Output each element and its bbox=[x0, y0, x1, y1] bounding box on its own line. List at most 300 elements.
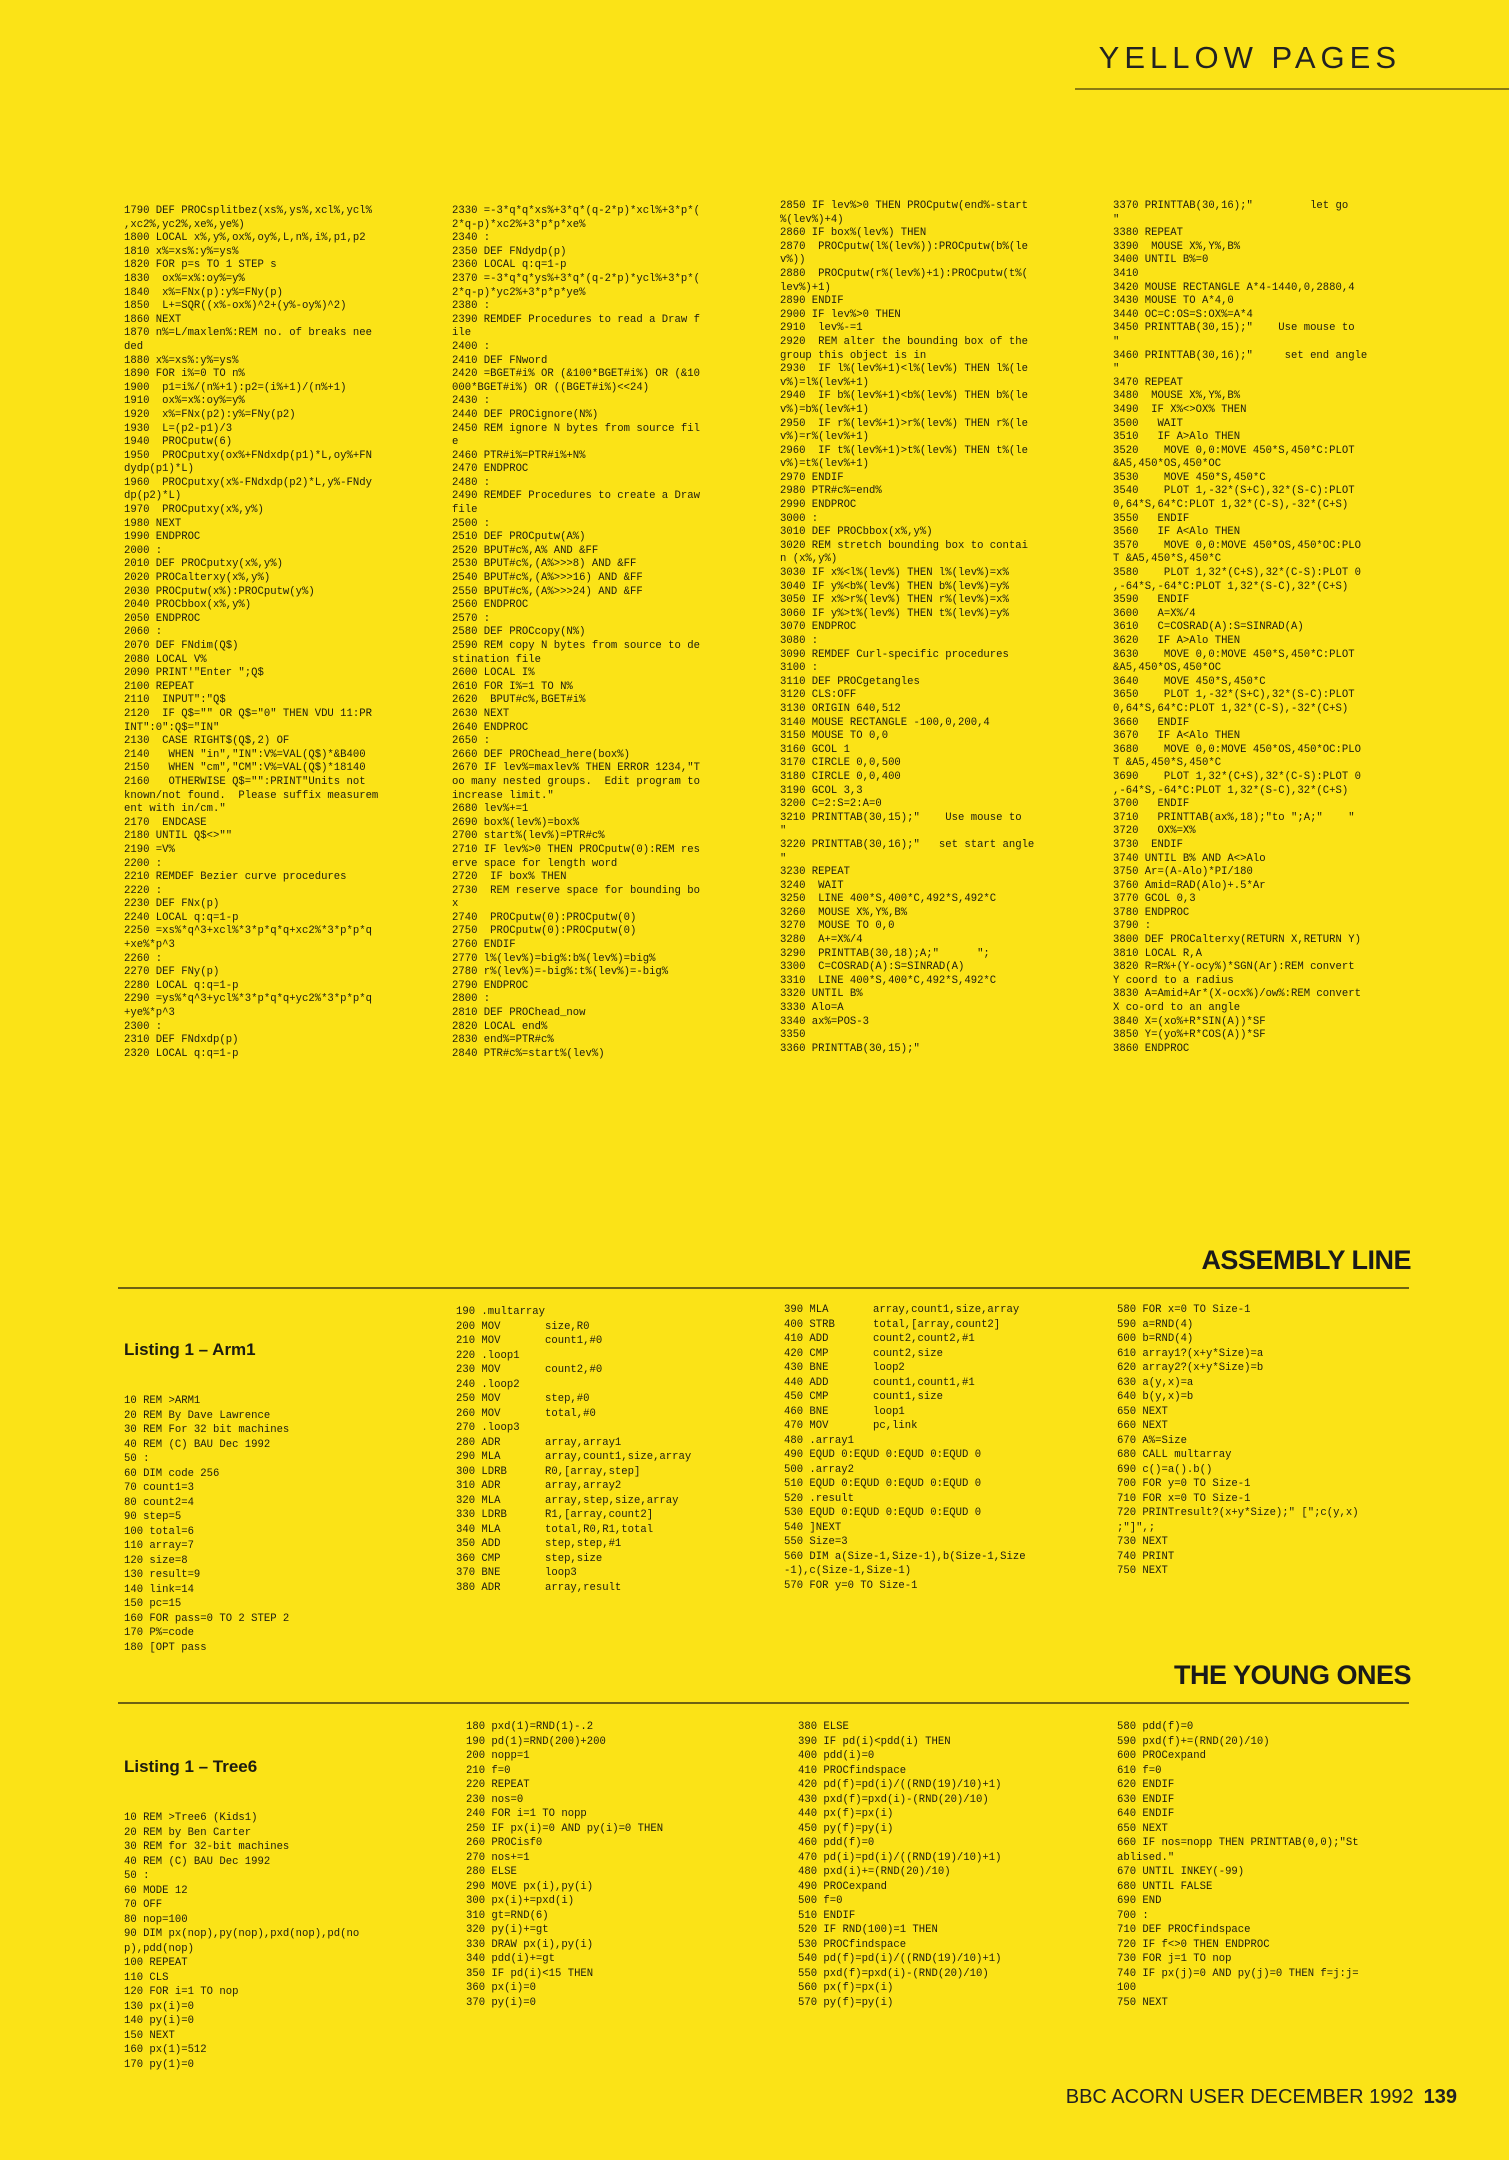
code-line: 2200 : bbox=[124, 857, 163, 870]
code-line: 3450 PRINTTAB(30,15);" Use mouse to bbox=[1113, 322, 1355, 335]
code-line: 3660 ENDIF bbox=[1113, 716, 1190, 729]
code-line: 320 py(i)+=gt bbox=[466, 1924, 549, 1936]
page-number: 139 bbox=[1423, 2086, 1457, 2108]
code-line: e bbox=[452, 436, 459, 449]
code-line: 3250 LINE 400*S,400*C,492*S,492*C bbox=[780, 893, 997, 906]
code-line: 3090 REMDEF Curl-specific procedures bbox=[780, 648, 1009, 661]
page-section-title: YELLOW PAGES bbox=[1098, 40, 1401, 75]
code-line: 2530 BPUT#c%,(A%>>>8) AND &FF bbox=[452, 558, 637, 571]
code-line: " bbox=[780, 825, 787, 838]
code-line: 1880 x%=xs%:y%=ys% bbox=[124, 354, 239, 367]
code-line: 3530 MOVE 450*S,450*C bbox=[1113, 471, 1266, 484]
code-line: ;"]",; bbox=[1117, 1521, 1156, 1534]
code-line: 2980 PTR#c%=end% bbox=[780, 485, 882, 498]
code-line: 3500 WAIT bbox=[1113, 417, 1183, 430]
code-line: 580 pdd(f)=0 bbox=[1117, 1721, 1194, 1733]
code-line: 2380 : bbox=[452, 300, 491, 313]
code-line: 3150 MOUSE TO 0,0 bbox=[780, 730, 889, 743]
code-line: 3040 IF y%<b%(lev%) THEN b%(lev%)=y% bbox=[780, 580, 1009, 593]
code-line: 3340 ax%=POS-3 bbox=[780, 1015, 870, 1028]
code-line: 2710 IF lev%>0 THEN PROCputw(0):REM res bbox=[452, 843, 700, 856]
code-line: 1920 x%=FNx(p2):y%=FNy(p2) bbox=[124, 408, 296, 421]
code-line: 3370 PRINTTAB(30,16);" let go bbox=[1113, 200, 1349, 212]
code-line: 3510 IF A>Alo THEN bbox=[1113, 431, 1241, 444]
code-line: 170 py(1)=0 bbox=[124, 2058, 194, 2071]
code-line: 430 pxd(f)=pxd(i)-(RND(20)/10) bbox=[798, 1793, 989, 1806]
code-line: 2830 end%=PTR#c% bbox=[452, 1034, 554, 1047]
code-line: 3430 MOUSE TO A*4,0 bbox=[1113, 295, 1234, 308]
code-line: 3220 PRINTTAB(30,16);" set start angle bbox=[780, 838, 1035, 851]
code-line: 1820 FOR p=s TO 1 STEP s bbox=[124, 259, 277, 272]
code-line: 180 pxd(1)=RND(1)-.2 bbox=[466, 1721, 594, 1733]
code-line: increase limit." bbox=[452, 789, 554, 802]
code-line: dp(p2)*L) bbox=[124, 490, 182, 503]
code-line: INT":0":Q$="IN" bbox=[124, 721, 220, 734]
code-line: 2360 LOCAL q:q=1-p bbox=[452, 259, 567, 272]
code-line: 70 OFF bbox=[124, 1899, 163, 1911]
code-line: 3400 UNTIL B%=0 bbox=[1113, 254, 1209, 267]
code-line: 2720 IF box% THEN bbox=[452, 871, 567, 884]
code-line: %(lev%)+4) bbox=[780, 213, 844, 226]
code-line: 420 pd(f)=pd(i)/((RND(19)/10)+1) bbox=[798, 1779, 1002, 1791]
code-line: 740 PRINT bbox=[1117, 1550, 1175, 1563]
code-line: 3520 MOVE 0,0:MOVE 450*S,450*C:PLOT bbox=[1113, 444, 1355, 457]
code-line: 3800 DEF PROCalterxy(RETURN X,RETURN Y) bbox=[1113, 934, 1361, 947]
code-line: 3010 DEF PROCbbox(x%,y%) bbox=[780, 526, 933, 539]
code-line: 3420 MOUSE RECTANGLE A*4-1440,0,2880,4 bbox=[1113, 281, 1355, 294]
code-line: 1950 PROCputxy(ox%+FNdxdp(p1)*L,oy%+FN bbox=[124, 449, 372, 462]
code-line: known/not found. Please suffix measurem bbox=[124, 789, 379, 802]
code-column bbox=[1113, 200, 1367, 1056]
code-line: 680 CALL multarray bbox=[1117, 1449, 1232, 1461]
code-line: 2700 start%(lev%)=PTR#c% bbox=[452, 830, 605, 843]
code-line: 270 .loop3 bbox=[456, 1422, 520, 1434]
code-line: 3550 ENDIF bbox=[1113, 512, 1190, 525]
code-line: 380 ELSE bbox=[798, 1721, 849, 1733]
code-line: 160 px(1)=512 bbox=[124, 2044, 207, 2056]
code-line: 70 count1=3 bbox=[124, 1482, 194, 1494]
code-line: 260 PROCisf0 bbox=[466, 1837, 543, 1849]
code-line: 1910 ox%=x%:oy%=y% bbox=[124, 395, 245, 408]
code-line: 2910 lev%-=1 bbox=[780, 322, 863, 335]
code-line: 3300 C=COSRAD(A):S=SINRAD(A) bbox=[780, 961, 965, 974]
code-line: 630 ENDIF bbox=[1117, 1793, 1175, 1806]
code-line: 80 count2=4 bbox=[124, 1496, 194, 1509]
code-line: 2510 DEF PROCputw(A%) bbox=[452, 531, 586, 544]
code-line: 3210 PRINTTAB(30,15);" Use mouse to bbox=[780, 811, 1022, 824]
code-line: 3820 R=R%+(Y-ocy%)*SGN(Ar):REM convert bbox=[1113, 961, 1355, 974]
section-heading-young-ones: THE YOUNG ONES bbox=[1173, 1660, 1411, 1690]
code-line: 540 ]NEXT bbox=[784, 1521, 842, 1534]
code-column bbox=[1117, 1303, 1359, 1579]
code-line: 190 pd(1)=RND(200)+200 bbox=[466, 1735, 606, 1748]
code-line: 2500 : bbox=[452, 517, 491, 530]
code-line: 2990 ENDPROC bbox=[780, 499, 857, 512]
code-line: 3020 REM stretch bounding box to contai bbox=[780, 539, 1028, 552]
code-line: 3750 Ar=(A-Alo)*PI/180 bbox=[1113, 866, 1253, 879]
code-line: 150 NEXT bbox=[124, 2029, 175, 2042]
code-line: 3200 C=2:S=2:A=0 bbox=[780, 798, 882, 811]
code-line: 720 PRINTresult?(x+y*Size);" [";c(y,x) bbox=[1117, 1507, 1359, 1519]
code-line: 3580 PLOT 1,32*(C+S),32*(C-S):PLOT 0 bbox=[1113, 567, 1361, 580]
code-line: 3280 A+=X%/4 bbox=[780, 934, 863, 947]
code-line: 2760 ENDIF bbox=[452, 939, 516, 952]
code-line: 190 .multarray bbox=[456, 1306, 546, 1318]
code-line: 2620 BPUT#c%,BGET#i% bbox=[452, 694, 586, 707]
code-line: 2940 IF b%(lev%+1)<b%(lev%) THEN b%(le bbox=[780, 390, 1028, 403]
code-line: 220 REPEAT bbox=[466, 1779, 530, 1791]
code-line: 3270 MOUSE TO 0,0 bbox=[780, 920, 895, 933]
code-line: 0,64*S,64*C:PLOT 1,32*(C-S),-32*(C+S) bbox=[1113, 499, 1349, 512]
code-line: dydp(p1)*L) bbox=[124, 463, 194, 476]
code-line: 1840 x%=FNx(p):y%=FNy(p) bbox=[124, 286, 283, 299]
code-line: 130 result=9 bbox=[124, 1569, 201, 1581]
code-line: 3470 REPEAT bbox=[1113, 376, 1183, 389]
code-line: ,-64*S,-64*C:PLOT 1,32*(S-C),32*(C+S) bbox=[1113, 784, 1349, 797]
code-line: 2820 LOCAL end% bbox=[452, 1020, 548, 1033]
listing-title: Listing 1 – Tree6 bbox=[124, 1757, 258, 1776]
code-line: 750 NEXT bbox=[1117, 1996, 1168, 2009]
code-line: 230 nos=0 bbox=[466, 1793, 524, 1806]
listing-column bbox=[124, 1727, 359, 2087]
code-line: 3380 REPEAT bbox=[1113, 227, 1183, 240]
code-line: Y coord to a radius bbox=[1113, 974, 1234, 987]
code-line: 3680 MOVE 0,0:MOVE 450*OS,450*OC:PLO bbox=[1113, 743, 1361, 756]
code-line: 230 MOV count2,#0 bbox=[456, 1364, 603, 1376]
code-line: 2000 : bbox=[124, 544, 163, 557]
code-line: 1930 L=(p2-p1)/3 bbox=[124, 422, 233, 435]
code-line: 3650 PLOT 1,-32*(S+C),32*(S-C):PLOT bbox=[1113, 689, 1355, 702]
code-line: 2750 PROCputw(0):PROCputw(0) bbox=[452, 925, 637, 938]
code-line: " bbox=[1113, 363, 1120, 376]
code-line: n (x%,y%) bbox=[780, 553, 838, 566]
code-line: 660 NEXT bbox=[1117, 1420, 1168, 1432]
code-line: 2880 PROCputw(r%(lev%)+1):PROCputw(t%( bbox=[780, 267, 1028, 280]
code-line: 700 : bbox=[1117, 1909, 1149, 1922]
code-line: 390 MLA array,count1,size,array bbox=[784, 1304, 1020, 1316]
code-line: 2120 IF Q$="" OR Q$="0" THEN VDU 11:PR bbox=[124, 707, 372, 720]
code-line: 290 MOVE px(i),py(i) bbox=[466, 1880, 594, 1893]
code-line: 350 IF pd(i)<15 THEN bbox=[466, 1967, 594, 1980]
code-line: 3180 CIRCLE 0,0,400 bbox=[780, 770, 901, 783]
code-line: 690 c()=a().b() bbox=[1117, 1463, 1213, 1476]
code-line: 370 BNE loop3 bbox=[456, 1567, 577, 1579]
code-line: 370 py(i)=0 bbox=[466, 1996, 536, 2009]
code-line: 580 FOR x=0 TO Size-1 bbox=[1117, 1304, 1251, 1316]
page-footer bbox=[1066, 2086, 1457, 2109]
code-line: 1900 p1=i%/(n%+1):p2=(i%+1)/(n%+1) bbox=[124, 381, 347, 394]
code-line: 250 IF px(i)=0 AND py(i)=0 THEN bbox=[466, 1822, 664, 1835]
code-line: 3860 ENDPROC bbox=[1113, 1042, 1190, 1055]
code-line: 160 FOR pass=0 TO 2 STEP 2 bbox=[124, 1612, 290, 1625]
code-line: 2270 DEF FNy(p) bbox=[124, 966, 220, 979]
code-line: 3640 MOVE 450*S,450*C bbox=[1113, 675, 1266, 688]
code-line: 2*q-p)*yc2%+3*p*p*ye% bbox=[452, 286, 586, 299]
code-line: 140 link=14 bbox=[124, 1583, 194, 1596]
code-line: 380 ADR array,result bbox=[456, 1581, 622, 1594]
code-line: 510 ENDIF bbox=[798, 1909, 856, 1922]
code-line: 3630 MOVE 0,0:MOVE 450*S,450*C:PLOT bbox=[1113, 648, 1355, 661]
code-line: " bbox=[1113, 213, 1120, 226]
code-line: x bbox=[452, 898, 459, 911]
code-line: 3590 ENDIF bbox=[1113, 594, 1190, 607]
section-rule bbox=[118, 1702, 1409, 1704]
code-line: 750 NEXT bbox=[1117, 1565, 1168, 1577]
code-line: 430 BNE loop2 bbox=[784, 1362, 905, 1374]
code-line: 2250 =xs%*q^3+xcl%*3*p*q*q+xc2%*3*p*p*q bbox=[124, 925, 372, 938]
code-line: 2890 ENDIF bbox=[780, 295, 844, 308]
code-line: file bbox=[452, 504, 478, 517]
code-line: ,-64*S,-64*C:PLOT 1,32*(S-C),32*(C+S) bbox=[1113, 580, 1349, 593]
code-line: 3240 WAIT bbox=[780, 879, 844, 892]
code-line: 50 : bbox=[124, 1453, 150, 1465]
code-column bbox=[124, 205, 378, 1061]
code-line: 670 A%=Size bbox=[1117, 1434, 1187, 1447]
code-line: 1860 NEXT bbox=[124, 313, 182, 326]
code-line: 3690 PLOT 1,32*(C+S),32*(C-S):PLOT 0 bbox=[1113, 770, 1361, 783]
code-line: 2540 BPUT#c%,(A%>>>16) AND &FF bbox=[452, 572, 643, 585]
code-line: 2630 NEXT bbox=[452, 707, 510, 720]
code-line: 1890 FOR i%=0 TO n% bbox=[124, 368, 245, 381]
code-line: &A5,450*OS,450*OC bbox=[1113, 662, 1222, 675]
code-line: 450 CMP count1,size bbox=[784, 1391, 943, 1403]
code-line: 20 REM by Ben Carter bbox=[124, 1826, 252, 1839]
code-line: 2840 PTR#c%=start%(lev%) bbox=[452, 1047, 605, 1060]
code-line: 2220 : bbox=[124, 884, 163, 897]
code-line: 3460 PRINTTAB(30,16);" set end angle bbox=[1113, 349, 1368, 362]
code-line: 470 MOV pc,link bbox=[784, 1420, 918, 1432]
code-line: 10 REM >Tree6 (Kids1) bbox=[124, 1812, 258, 1824]
code-line: 400 STRB total,[array,count2] bbox=[784, 1318, 1001, 1331]
code-line: 3770 GCOL 0,3 bbox=[1113, 893, 1196, 906]
code-line: T &A5,450*S,450*C bbox=[1113, 757, 1222, 770]
code-line: 3170 CIRCLE 0,0,500 bbox=[780, 757, 901, 770]
code-line: 180 [OPT pass bbox=[124, 1641, 207, 1654]
code-line: 40 REM (C) BAU Dec 1992 bbox=[124, 1438, 271, 1451]
code-line: 2590 REM copy N bytes from source to de bbox=[452, 640, 700, 652]
code-line: ile bbox=[452, 327, 472, 340]
code-line: 2030 PROCputw(x%):PROCputw(y%) bbox=[124, 585, 315, 598]
code-line: 310 gt=RND(6) bbox=[466, 1909, 549, 1922]
code-line: 610 f=0 bbox=[1117, 1764, 1162, 1777]
code-line: 3080 : bbox=[780, 635, 819, 647]
code-line: 650 NEXT bbox=[1117, 1405, 1168, 1418]
code-line: 3840 X=(xo%+R*SIN(A))*SF bbox=[1113, 1015, 1266, 1028]
code-line: 3110 DEF PROCgetangles bbox=[780, 675, 920, 688]
code-line: 90 DIM px(nop),py(nop),pxd(nop),pd(no bbox=[124, 1928, 360, 1940]
code-line: 2240 LOCAL q:q=1-p bbox=[124, 911, 239, 924]
code-line: 120 size=8 bbox=[124, 1554, 188, 1567]
code-line: 2610 FOR I%=1 TO N% bbox=[452, 680, 573, 693]
code-line: 3230 REPEAT bbox=[780, 866, 850, 879]
code-line: 2660 DEF PROChead_here(box%) bbox=[452, 748, 631, 761]
code-line: 2640 ENDPROC bbox=[452, 721, 529, 734]
code-line: 420 CMP count2,size bbox=[784, 1347, 943, 1360]
code-line: 2390 REMDEF Procedures to read a Draw f bbox=[452, 313, 700, 326]
code-line: 200 nopp=1 bbox=[466, 1750, 530, 1762]
code-line: 2420 =BGET#i% OR (&100*BGET#i%) OR (&10 bbox=[452, 368, 700, 381]
code-line: p),pdd(nop) bbox=[124, 1942, 194, 1955]
listing-title: Listing 1 – Arm1 bbox=[124, 1340, 256, 1359]
code-line: 2370 =-3*q*q*ys%+3*q*(q-2*p)*ycl%+3*p*( bbox=[452, 272, 700, 285]
code-line: 3320 UNTIL B% bbox=[780, 988, 863, 1001]
code-column bbox=[452, 205, 700, 1061]
code-line: 3790 : bbox=[1113, 920, 1152, 933]
code-column bbox=[466, 1720, 663, 2010]
section-rule bbox=[118, 1287, 1409, 1289]
code-line: 300 LDRB R0,[array,step] bbox=[456, 1465, 641, 1478]
code-line: 360 px(i)=0 bbox=[466, 1982, 536, 1994]
code-line: 3700 ENDIF bbox=[1113, 798, 1190, 811]
code-line: 3830 A=Amid+Ar*(X-ocx%)/ow%:REM convert bbox=[1113, 988, 1361, 1001]
code-line: 2060 : bbox=[124, 626, 163, 639]
code-line: 490 EQUD 0:EQUD 0:EQUD 0:EQUD 0 bbox=[784, 1449, 982, 1461]
code-line: 2480 : bbox=[452, 476, 491, 489]
code-line: 3610 C=COSRAD(A):S=SINRAD(A) bbox=[1113, 621, 1304, 634]
code-line: 3730 ENDIF bbox=[1113, 838, 1183, 851]
code-line: " bbox=[780, 852, 787, 865]
code-line: -1),c(Size-1,Size-1) bbox=[784, 1565, 912, 1577]
code-line: 710 DEF PROCfindspace bbox=[1117, 1924, 1251, 1936]
code-line: 3670 IF A<Alo THEN bbox=[1113, 730, 1241, 743]
code-line: 2260 : bbox=[124, 952, 163, 965]
code-line: 2190 =V% bbox=[124, 843, 175, 856]
code-line: 3480 MOUSE X%,Y%,B% bbox=[1113, 390, 1241, 403]
code-line: 2550 BPUT#c%,(A%>>>24) AND &FF bbox=[452, 585, 643, 598]
code-line: v%)=t%(lev%+1) bbox=[780, 458, 870, 471]
code-line: 2310 DEF FNdxdp(p) bbox=[124, 1034, 239, 1047]
code-line: 2*q-p)*xc2%+3*p*p*xe% bbox=[452, 218, 586, 231]
code-line: 590 pxd(f)+=(RND(20)/10) bbox=[1117, 1735, 1270, 1748]
code-line: 390 IF pd(i)<pdd(i) THEN bbox=[798, 1735, 951, 1748]
code-line: 110 array=7 bbox=[124, 1540, 194, 1552]
code-line: 470 pd(i)=pd(i)/((RND(19)/10)+1) bbox=[798, 1851, 1002, 1864]
code-line: 2010 DEF PROCputxy(x%,y%) bbox=[124, 558, 283, 571]
code-line: 1830 ox%=x%:oy%=y% bbox=[124, 272, 245, 285]
code-line: 350 ADD step,step,#1 bbox=[456, 1538, 622, 1550]
code-line: 2050 ENDPROC bbox=[124, 612, 201, 625]
code-line: 340 MLA total,R0,R1,total bbox=[456, 1523, 654, 1536]
code-line: 3410 bbox=[1113, 267, 1139, 280]
code-line: 460 pdd(f)=0 bbox=[798, 1837, 875, 1849]
code-line: 2770 l%(lev%)=big%:b%(lev%)=big% bbox=[452, 952, 656, 965]
code-line: 2300 : bbox=[124, 1020, 163, 1033]
code-line: 690 END bbox=[1117, 1895, 1162, 1907]
code-line: ,xc2%,yc2%,xe%,ye%) bbox=[124, 218, 245, 231]
code-line: 3030 IF x%<l%(lev%) THEN l%(lev%)=x% bbox=[780, 567, 1009, 580]
section-heading-assembly-line: ASSEMBLY LINE bbox=[1201, 1245, 1411, 1275]
code-line: 2460 PTR#i%=PTR#i%+N% bbox=[452, 449, 586, 462]
code-line: +xe%*p^3 bbox=[124, 939, 175, 952]
code-line: 3810 LOCAL R,A bbox=[1113, 947, 1203, 960]
code-line: 60 DIM code 256 bbox=[124, 1467, 220, 1480]
code-line: 650 NEXT bbox=[1117, 1822, 1168, 1835]
code-column bbox=[780, 200, 1034, 1056]
code-line: v%)=b%(lev%+1) bbox=[780, 403, 870, 416]
code-line: v%)=l%(lev%+1) bbox=[780, 376, 870, 389]
code-line: erve space for length word bbox=[452, 857, 618, 870]
code-line: 3620 IF A>Alo THEN bbox=[1113, 635, 1241, 647]
code-line: &A5,450*OS,450*OC bbox=[1113, 458, 1222, 471]
code-line: 2580 DEF PROCcopy(N%) bbox=[452, 626, 586, 639]
code-line: 500 .array2 bbox=[784, 1463, 854, 1476]
code-line: 2780 r%(lev%)=-big%:t%(lev%)=-big% bbox=[452, 966, 669, 979]
code-line: 640 ENDIF bbox=[1117, 1808, 1175, 1820]
code-line: 680 UNTIL FALSE bbox=[1117, 1880, 1213, 1893]
code-line: 2320 LOCAL q:q=1-p bbox=[124, 1047, 239, 1060]
code-line: 2870 PROCputw(l%(lev%)):PROCputw(b%(le bbox=[780, 240, 1028, 253]
code-line: 130 px(i)=0 bbox=[124, 2000, 194, 2013]
code-line: 570 py(f)=py(i) bbox=[798, 1996, 894, 2009]
code-line: 510 EQUD 0:EQUD 0:EQUD 0:EQUD 0 bbox=[784, 1478, 982, 1490]
code-line: 3190 GCOL 3,3 bbox=[780, 784, 863, 797]
code-line: 320 MLA array,step,size,array bbox=[456, 1494, 679, 1507]
code-line: 2560 ENDPROC bbox=[452, 599, 529, 612]
code-line: 210 f=0 bbox=[466, 1764, 511, 1777]
code-line: 1970 PROCputxy(x%,y%) bbox=[124, 504, 264, 517]
code-line: 2790 ENDPROC bbox=[452, 979, 529, 992]
code-line: 560 DIM a(Size-1,Size-1),b(Size-1,Size bbox=[784, 1550, 1026, 1563]
code-line: ablised." bbox=[1117, 1851, 1175, 1864]
code-line: 3540 PLOT 1,-32*(S+C),32*(S-C):PLOT bbox=[1113, 485, 1355, 498]
code-line: 2730 REM reserve space for bounding bo bbox=[452, 884, 700, 897]
code-line: 2080 LOCAL V% bbox=[124, 653, 207, 666]
code-line: 000*BGET#i%) OR ((BGET#i%)<<24) bbox=[452, 381, 650, 394]
code-line: 600 b=RND(4) bbox=[1117, 1333, 1194, 1345]
code-line: 550 Size=3 bbox=[784, 1536, 848, 1548]
code-line: 2330 =-3*q*q*xs%+3*q*(q-2*p)*xcl%+3*p*( bbox=[452, 205, 700, 217]
code-line: 240 .loop2 bbox=[456, 1378, 520, 1391]
code-line: 460 BNE loop1 bbox=[784, 1405, 905, 1418]
code-line: 2960 IF t%(lev%+1)>t%(lev%) THEN t%(le bbox=[780, 444, 1028, 457]
code-line: 360 CMP step,size bbox=[456, 1552, 603, 1565]
code-line: 2040 PROCbbox(x%,y%) bbox=[124, 599, 252, 612]
code-line: 1810 x%=xs%:y%=ys% bbox=[124, 245, 239, 258]
code-line: ded bbox=[124, 340, 144, 353]
code-line: 600 PROCexpand bbox=[1117, 1750, 1207, 1762]
code-line: 100 total=6 bbox=[124, 1525, 194, 1538]
code-line: " bbox=[1113, 335, 1120, 348]
code-line: 280 ELSE bbox=[466, 1866, 517, 1878]
code-line: 2450 REM ignore N bytes from source fil bbox=[452, 422, 700, 435]
code-line: 670 UNTIL INKEY(-99) bbox=[1117, 1866, 1245, 1878]
code-line: 250 MOV step,#0 bbox=[456, 1393, 590, 1405]
code-line: 3740 UNTIL B% AND A<>Alo bbox=[1113, 852, 1266, 865]
code-line: 340 pdd(i)+=gt bbox=[466, 1953, 556, 1965]
code-line: 3600 A=X%/4 bbox=[1113, 607, 1196, 620]
listing-column bbox=[124, 1310, 289, 1670]
code-line: v%)) bbox=[780, 254, 806, 267]
code-line: 330 DRAW px(i),py(i) bbox=[466, 1938, 594, 1951]
code-line: 440 px(f)=px(i) bbox=[798, 1808, 894, 1820]
code-line: 3560 IF A<Alo THEN bbox=[1113, 526, 1241, 539]
code-line: 2100 REPEAT bbox=[124, 680, 194, 693]
code-line: 2230 DEF FNx(p) bbox=[124, 898, 220, 911]
code-line: 2920 REM alter the bounding box of the bbox=[780, 335, 1028, 348]
code-line: 620 ENDIF bbox=[1117, 1779, 1175, 1791]
code-line: 3070 ENDPROC bbox=[780, 621, 857, 634]
code-line: 80 nop=100 bbox=[124, 1913, 188, 1926]
code-line: 90 step=5 bbox=[124, 1511, 182, 1523]
code-column bbox=[784, 1303, 1026, 1593]
code-line: 2950 IF r%(lev%+1)>r%(lev%) THEN r%(le bbox=[780, 417, 1028, 430]
code-line: 2280 LOCAL q:q=1-p bbox=[124, 979, 239, 992]
code-line: 3570 MOVE 0,0:MOVE 450*OS,450*OC:PLO bbox=[1113, 539, 1361, 552]
code-line: 520 .result bbox=[784, 1492, 854, 1505]
code-line: 490 PROCexpand bbox=[798, 1880, 888, 1893]
code-line: 2970 ENDIF bbox=[780, 471, 844, 484]
header-rule bbox=[1075, 88, 1509, 90]
